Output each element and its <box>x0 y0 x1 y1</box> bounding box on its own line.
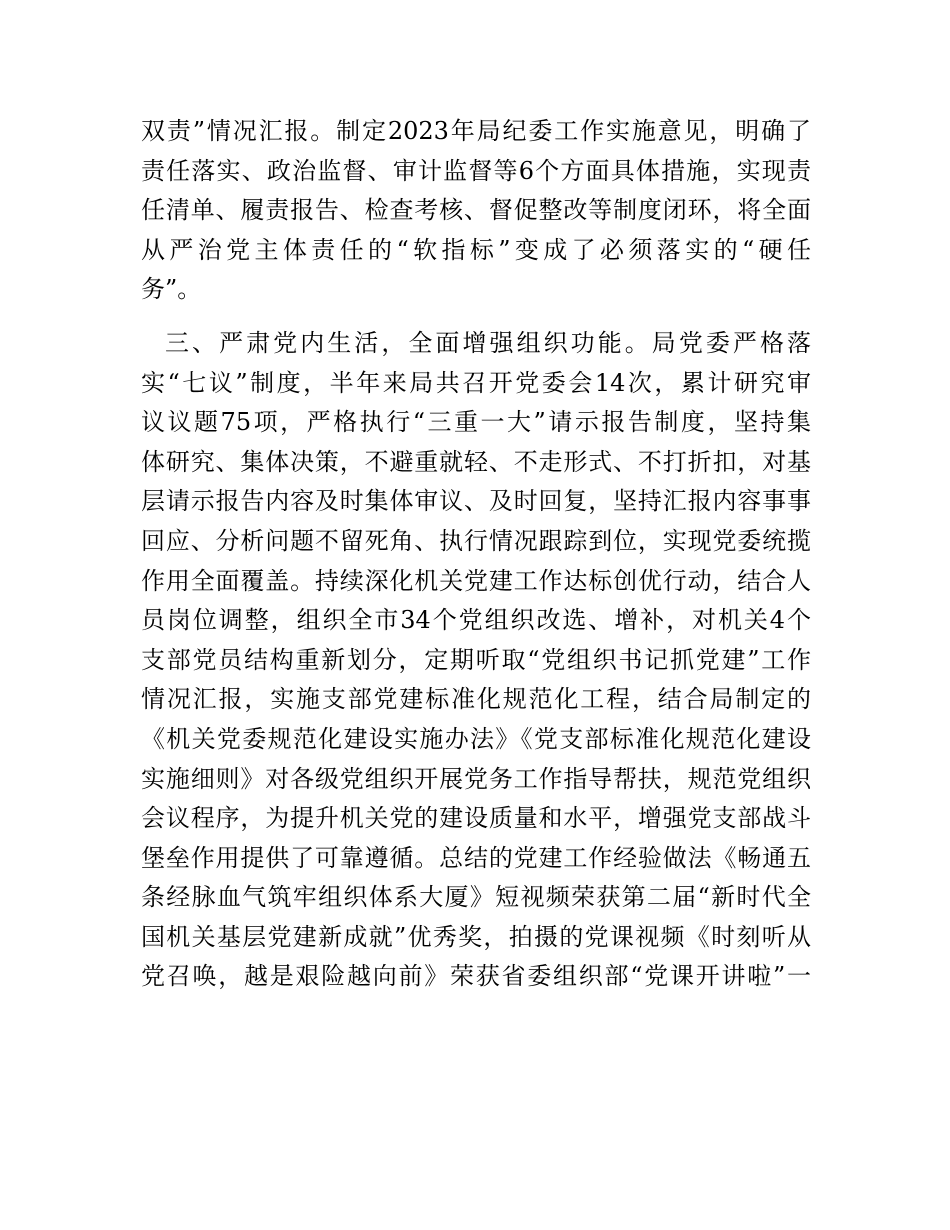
paragraph-spacer <box>141 310 811 324</box>
text-line: 从严治党主体责任的“软指标”变成了必须落实的“硬任 <box>141 235 811 264</box>
text-line: 国机关基层党建新成就”优秀奖，拍摄的党课视频《时刻听从 <box>141 922 811 951</box>
text-line: 员岗位调整，组织全市34个党组织改选、增补，对机关4个 <box>141 606 811 635</box>
text-line: 条经脉血气筑牢组织体系大厦》短视频荣获第二届“新时代全 <box>141 883 811 912</box>
text-line: 体研究、集体决策，不避重就轻、不走形式、不打折扣，对基 <box>141 447 811 476</box>
paragraph-2 <box>141 324 811 997</box>
text-line: 议议题75项，严格执行“三重一大”请示报告制度，坚持集 <box>141 408 811 437</box>
paragraph-1 <box>141 112 811 310</box>
text-line: 党召唤，越是艰险越向前》荣获省委组织部“党课开讲啦”一 <box>141 962 811 991</box>
text-line: 会议程序，为提升机关党的建设质量和水平，增强党支部战斗 <box>141 804 811 833</box>
text-line: 务”。 <box>141 275 202 304</box>
text-line: 支部党员结构重新划分，定期听取“党组织书记抓党建”工作 <box>141 645 811 674</box>
text-line: 双责”情况汇报。制定2023年局纪委工作实施意见，明确了 <box>141 117 811 145</box>
text-line: 任清单、履责报告、检查考核、督促整改等制度闭环，将全面 <box>141 196 811 225</box>
text-line: 层请示报告内容及时集体审议、及时回复，坚持汇报内容事事 <box>141 487 811 516</box>
text-line: 实“七议”制度，半年来局共召开党委会14次，累计研究审 <box>141 368 811 397</box>
text-line: 作用全面覆盖。持续深化机关党建工作达标创优行动，结合人 <box>141 566 811 595</box>
document-body <box>141 112 811 997</box>
text-line: 三、严肃党内生活，全面增强组织功能。局党委严格落 <box>165 328 811 357</box>
text-line: 《机关党委规范化建设实施办法》《党支部标准化规范化建设 <box>141 724 811 753</box>
text-line: 堡垒作用提供了可靠遵循。总结的党建工作经验做法《畅通五 <box>141 843 811 872</box>
text-line: 责任落实、政治监督、审计监督等6个方面具体措施，实现责 <box>141 156 811 185</box>
text-line: 实施细则》对各级党组织开展党务工作指导帮扶，规范党组织 <box>141 764 811 793</box>
text-line: 情况汇报，实施支部党建标准化规范化工程，结合局制定的 <box>141 685 811 714</box>
text-line: 回应、分析问题不留死角、执行情况跟踪到位，实现党委统揽 <box>141 526 811 555</box>
